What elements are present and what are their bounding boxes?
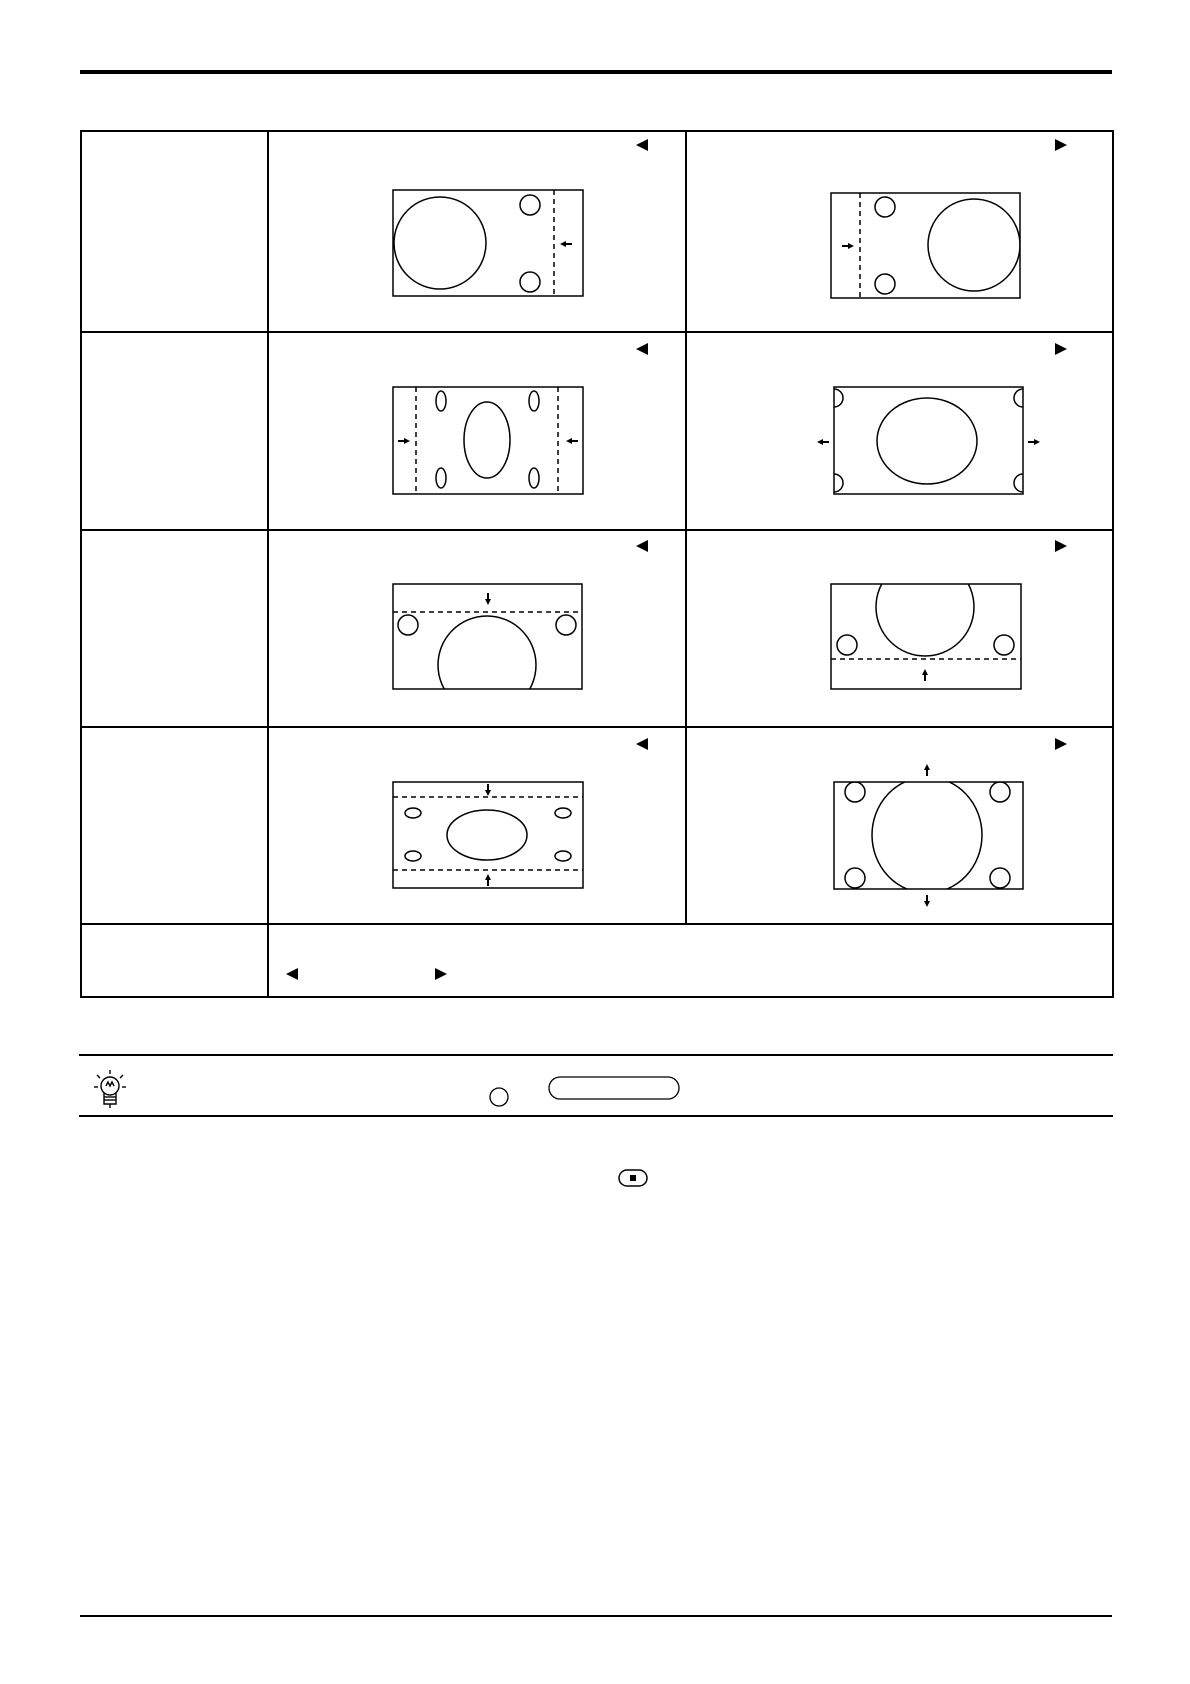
lightbulb-icon (94, 1070, 126, 1108)
triangle-left-icon (636, 540, 648, 552)
triangle-left-icon (286, 968, 298, 980)
oval-button-icon (549, 1077, 679, 1099)
triangle-right-icon (1055, 738, 1067, 750)
triangle-right-icon (435, 968, 447, 980)
row-label-adjust-range (83, 926, 266, 995)
diagram-shrink-horizontal (393, 387, 583, 494)
round-button-icon (490, 1088, 508, 1106)
tip-bottom-rule (79, 1115, 1113, 1117)
tip-bar (78, 1054, 1114, 1116)
row-label-vertical-size (83, 729, 266, 922)
diagram-shrink-vertical (393, 782, 583, 888)
header-rule (80, 70, 1112, 74)
row-label-horizontal-size (83, 334, 266, 528)
adjustment-table (80, 130, 1114, 998)
diagram-expand-vertical (834, 769, 1023, 902)
triangle-left-icon (636, 139, 648, 151)
footer-rule (80, 1615, 1112, 1617)
row-label-vertical-position (83, 532, 266, 725)
triangle-right-icon (1055, 343, 1067, 355)
diagram-shift-up (831, 558, 1021, 689)
stop-button-icon (618, 1168, 648, 1188)
triangle-right-icon (1055, 139, 1067, 151)
diagram-shift-down (393, 584, 582, 714)
diagram-shift-left (393, 190, 583, 296)
triangle-left-icon (636, 738, 648, 750)
diagram-shift-right (831, 193, 1020, 298)
row-label-horizontal-position (83, 133, 266, 330)
triangle-right-icon (1055, 540, 1067, 552)
triangle-left-icon (636, 343, 648, 355)
diagram-expand-horizontal (822, 387, 1035, 494)
